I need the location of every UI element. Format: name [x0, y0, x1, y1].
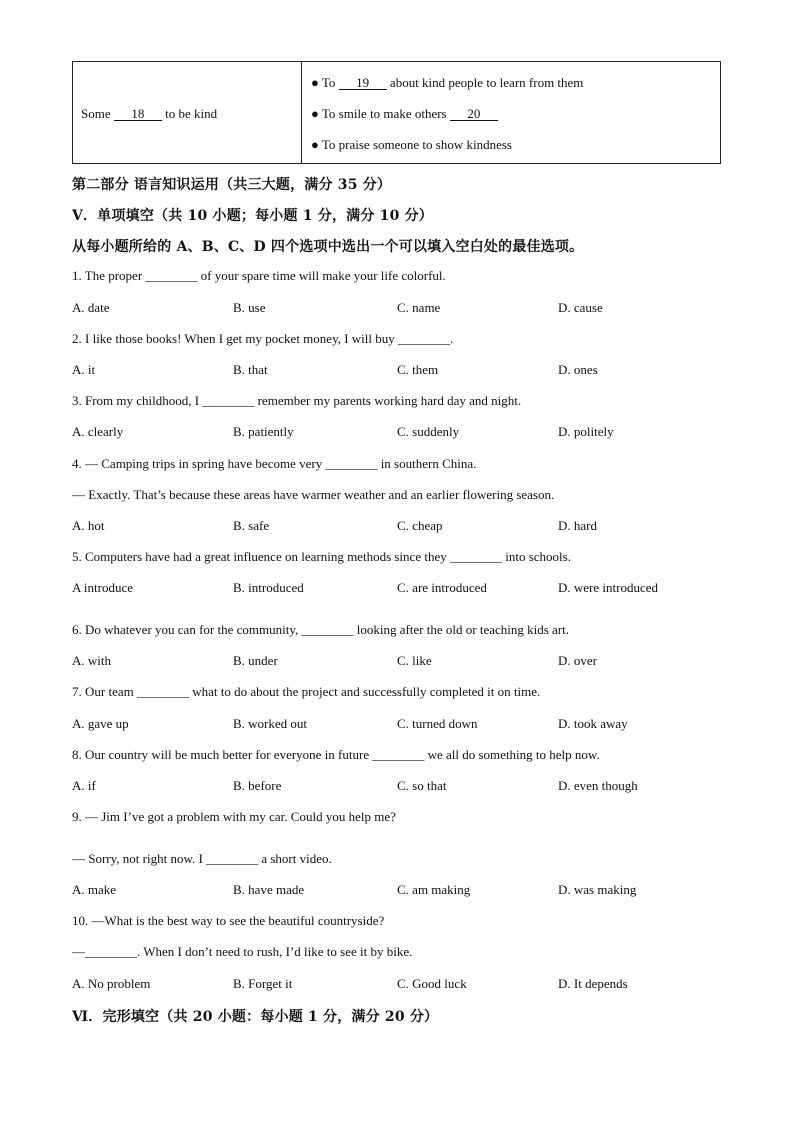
bullet-icon: ●: [311, 137, 319, 152]
option-b[interactable]: B. Forget it: [233, 976, 293, 991]
question-stem: 4. — Camping trips in spring have become very ________ in southern China.: [72, 456, 477, 471]
option-c[interactable]: C. turned down: [397, 716, 478, 731]
option-b[interactable]: B. before: [233, 778, 282, 793]
option-c[interactable]: C. suddenly: [397, 424, 460, 439]
option-a[interactable]: A. make: [72, 882, 117, 897]
option-d[interactable]: D. over: [558, 653, 597, 668]
option-d[interactable]: D. cause: [558, 300, 603, 315]
blank-20[interactable]: 20: [450, 107, 498, 121]
table-bullet-2: [311, 106, 498, 122]
option-d[interactable]: D. were introduced: [558, 580, 658, 595]
question-reply: —________. When I don’t need to rush, I’d like to see it by bike.: [72, 944, 413, 959]
question-reply: — Sorry, not right now. I ________ a short video.: [72, 851, 332, 866]
option-d[interactable]: D. hard: [558, 518, 597, 533]
question-stem: 7. Our team ________ what to do about the project and successfully completed it on time.: [72, 684, 541, 699]
option-a[interactable]: A. date: [72, 300, 110, 315]
table-bullet-3: [311, 137, 512, 153]
option-d[interactable]: D. ones: [558, 362, 598, 377]
option-d[interactable]: D. took away: [558, 716, 628, 731]
option-c[interactable]: C. name: [397, 300, 441, 315]
bullet-2-pre: To smile to make others: [321, 106, 447, 121]
option-c[interactable]: C. are introduced: [397, 580, 487, 595]
option-a[interactable]: A. with: [72, 653, 111, 668]
option-d[interactable]: D. even though: [558, 778, 638, 793]
question-stem: 3. From my childhood, I ________ remember my parents working hard day and night.: [72, 393, 522, 408]
bullet-icon: ●: [311, 106, 319, 121]
option-c[interactable]: C. so that: [397, 778, 447, 793]
table-left-post: to be kind: [165, 106, 218, 121]
blank-19[interactable]: 19: [339, 76, 387, 90]
option-a[interactable]: A. gave up: [72, 716, 129, 731]
bullet-3-text: To praise someone to show kindness: [321, 137, 512, 152]
option-b[interactable]: B. worked out: [233, 716, 308, 731]
option-c[interactable]: C. cheap: [397, 518, 443, 533]
option-d[interactable]: D. It depends: [558, 976, 628, 991]
table-left-pre: Some: [81, 106, 111, 121]
option-a[interactable]: A. No problem: [72, 976, 151, 991]
option-d[interactable]: D. politely: [558, 424, 614, 439]
option-a[interactable]: A. clearly: [72, 424, 124, 439]
table-left-cell: [81, 106, 217, 122]
option-c[interactable]: C. like: [397, 653, 432, 668]
option-c[interactable]: C. Good luck: [397, 976, 467, 991]
bullet-1-pre: To: [321, 75, 336, 90]
bullet-icon: ●: [311, 75, 319, 90]
option-d[interactable]: D. was making: [558, 882, 637, 897]
option-c[interactable]: C. am making: [397, 882, 471, 897]
table-divider: [301, 62, 302, 163]
question-stem: 1. The proper ________ of your spare time will make your life colorful.: [72, 268, 446, 283]
section5-heading: Ⅴ．单项填空（共 10 小题；每小题 1 分，满分 10 分）: [72, 208, 434, 224]
question-stem: 2. I like those books! When I get my pocket money, I will buy ________.: [72, 331, 454, 346]
blank-18[interactable]: 18: [114, 107, 162, 121]
summary-table: [72, 61, 721, 164]
option-b[interactable]: B. use: [233, 300, 266, 315]
question-stem: 8. Our country will be much better for everyone in future ________ we all do something to help now.: [72, 747, 600, 762]
option-b[interactable]: B. that: [233, 362, 268, 377]
option-a[interactable]: A. it: [72, 362, 96, 377]
part2-heading: 第二部分 语言知识运用（共三大题，满分 35 分）: [72, 177, 392, 193]
bullet-1-post: about kind people to learn from them: [389, 75, 584, 90]
option-c[interactable]: C. them: [397, 362, 439, 377]
option-b[interactable]: B. safe: [233, 518, 270, 533]
option-b[interactable]: B. patiently: [233, 424, 294, 439]
question-reply: — Exactly. That’s because these areas have warmer weather and an earlier flowering season.: [72, 487, 555, 502]
question-stem: 5. Computers have had a great influence on learning methods since they ________ into schools.: [72, 549, 571, 564]
option-b[interactable]: B. have made: [233, 882, 305, 897]
question-stem: 10. —What is the best way to see the beautiful countryside?: [72, 913, 385, 928]
question-stem: 6. Do whatever you can for the community, ________ looking after the old or teaching kids art.: [72, 622, 570, 637]
section5-instruction: 从每小题所给的 A、B、C、D 四个选项中选出一个可以填入空白处的最佳选项。: [72, 239, 584, 255]
question-stem: 9. — Jim I’ve got a problem with my car. Could you help me?: [72, 809, 396, 824]
table-bullet-1: [311, 75, 583, 91]
option-b[interactable]: B. under: [233, 653, 278, 668]
option-b[interactable]: B. introduced: [233, 580, 304, 595]
option-a[interactable]: A. hot: [72, 518, 105, 533]
option-a[interactable]: A. if: [72, 778, 96, 793]
section6-heading: Ⅵ．完形填空（共 20 小题：每小题 1 分，满分 20 分）: [72, 1009, 439, 1025]
option-a[interactable]: A introduce: [72, 580, 134, 595]
